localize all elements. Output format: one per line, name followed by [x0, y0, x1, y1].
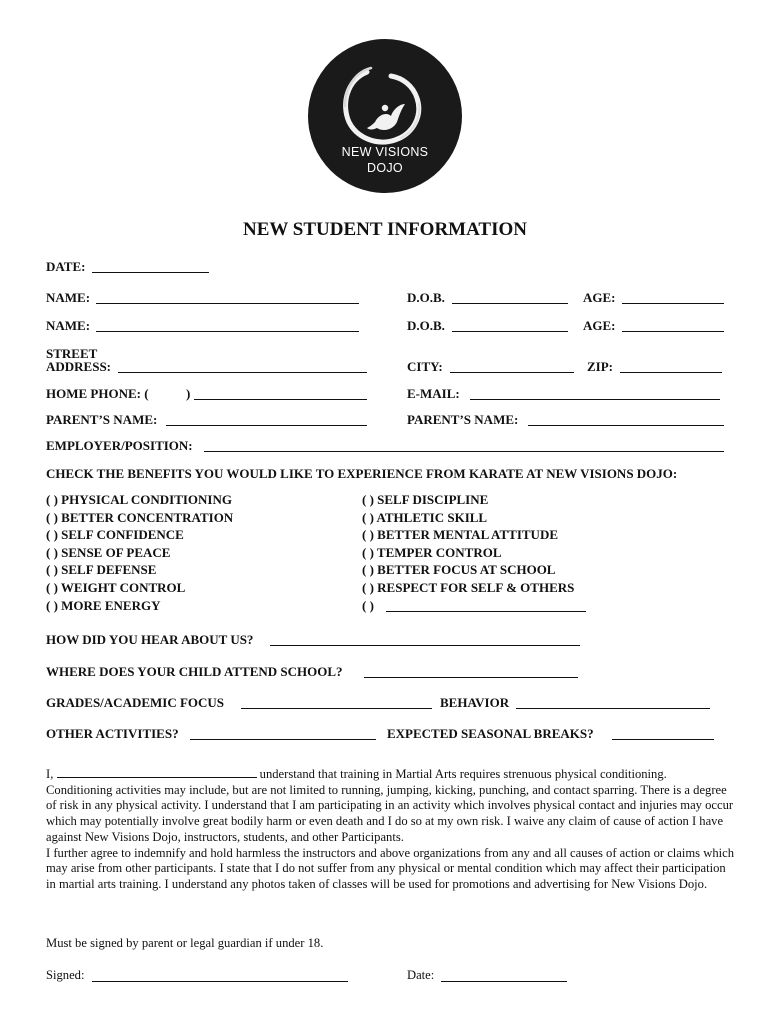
school-label: WHERE DOES YOUR CHILD ATTEND SCHOOL?: [46, 664, 343, 679]
benefit-option[interactable]: ( ) SELF DEFENSE: [46, 562, 157, 577]
breaks-label: EXPECTED SEASONAL BREAKS?: [387, 726, 594, 741]
email-label: E-MAIL:: [407, 386, 460, 401]
dob-label-2: D.O.B.: [407, 318, 445, 333]
email-field[interactable]: [470, 399, 720, 400]
address-field[interactable]: [118, 372, 367, 373]
benefit-option[interactable]: ( ) MORE ENERGY: [46, 598, 161, 613]
parent-name-field-2[interactable]: [528, 425, 724, 426]
date-field[interactable]: [92, 272, 209, 273]
benefit-option[interactable]: ( ) PHYSICAL CONDITIONING: [46, 492, 232, 507]
waiver-paragraph-2: I further agree to indemnify and hold harmless the instructors and above organizations from any and all causes of action or claims which may arise from other participants. I state that I do not suffer from any physical or mental condition which may affect their participation in martial arts training. I understand any photos taken of classes will be used for promotions and advertising for New Visions Dojo.: [46, 845, 735, 891]
waiver-name-field[interactable]: [57, 766, 257, 778]
breaks-field[interactable]: [612, 739, 714, 740]
benefit-option-other[interactable]: ( ): [362, 598, 374, 613]
zip-field[interactable]: [620, 372, 722, 373]
benefit-option[interactable]: ( ) SELF DISCIPLINE: [362, 492, 489, 507]
home-phone-paren: ): [186, 386, 191, 401]
name-field-1[interactable]: [96, 303, 359, 304]
logo-text-line2: DOJO: [367, 161, 403, 175]
hear-about-field[interactable]: [270, 645, 580, 646]
school-field[interactable]: [364, 677, 578, 678]
benefits-heading: CHECK THE BENEFITS YOU WOULD LIKE TO EXPERIENCE FROM KARATE AT NEW VISIONS DOJO:: [46, 466, 678, 481]
employer-field[interactable]: [204, 451, 724, 452]
grades-field[interactable]: [241, 708, 432, 709]
parent-name-field-1[interactable]: [166, 425, 367, 426]
age-field-2[interactable]: [622, 331, 724, 332]
name-label-1: NAME:: [46, 290, 91, 305]
benefit-option[interactable]: ( ) BETTER MENTAL ATTITUDE: [362, 527, 559, 542]
benefit-option[interactable]: ( ) SENSE OF PEACE: [46, 545, 171, 560]
guardian-note: Must be signed by parent or legal guardian if under 18.: [46, 936, 324, 950]
grades-label: GRADES/ACADEMIC FOCUS: [46, 695, 225, 710]
behavior-label: BEHAVIOR: [440, 695, 510, 710]
benefit-other-field[interactable]: [386, 611, 586, 612]
dob-label-1: D.O.B.: [407, 290, 445, 305]
city-field[interactable]: [450, 372, 574, 373]
address-label: ADDRESS:: [46, 359, 112, 374]
hear-about-label: HOW DID YOU HEAR ABOUT US?: [46, 632, 254, 647]
employer-label: EMPLOYER/POSITION:: [46, 438, 193, 453]
benefit-option[interactable]: ( ) WEIGHT CONTROL: [46, 580, 186, 595]
benefit-option[interactable]: ( ) BETTER FOCUS AT SCHOOL: [362, 562, 556, 577]
page-title: NEW STUDENT INFORMATION: [243, 219, 527, 240]
waiver-text-1: understand that training in Martial Arts requires strenuous physical conditioning. Conditioning activities may include, but are not limited to running, jumping, kicking, punching, and contact sparring. There is a degree of risk in any physical activity. I understand that I am participating in an activity which involves physical contact and injuries may occur which may potentially involve great bodily harm or even death and I do so at my own risk. I waive any claim of cause of action I have against New Visions Dojo, instructors, students, and other Participants.: [46, 767, 734, 844]
dob-field-1[interactable]: [452, 303, 568, 304]
behavior-field[interactable]: [516, 708, 710, 709]
signature-date-field[interactable]: [441, 981, 567, 982]
home-phone-field[interactable]: [194, 399, 367, 400]
dob-field-2[interactable]: [452, 331, 568, 332]
age-label-1: AGE:: [583, 290, 616, 305]
logo-text-line1: NEW VISIONS: [341, 145, 429, 159]
signature-date-label: Date:: [407, 968, 435, 982]
signed-label: Signed:: [46, 968, 85, 982]
zip-label: ZIP:: [587, 359, 613, 374]
benefit-option[interactable]: ( ) SELF CONFIDENCE: [46, 527, 184, 542]
benefit-option[interactable]: ( ) ATHLETIC SKILL: [362, 510, 488, 525]
parent-name-label-2: PARENT’S NAME:: [407, 412, 519, 427]
waiver-lead: I,: [46, 767, 54, 781]
signature-field[interactable]: [92, 981, 348, 982]
waiver-paragraph-1: [46, 766, 736, 893]
activities-label: OTHER ACTIVITIES?: [46, 726, 179, 741]
dojo-logo: [307, 38, 463, 194]
age-field-1[interactable]: [622, 303, 724, 304]
activities-field[interactable]: [190, 739, 376, 740]
home-phone-label: HOME PHONE: (: [46, 386, 149, 401]
name-label-2: NAME:: [46, 318, 91, 333]
name-field-2[interactable]: [96, 331, 359, 332]
parent-name-label-1: PARENT’S NAME:: [46, 412, 158, 427]
city-label: CITY:: [407, 359, 443, 374]
benefit-option[interactable]: ( ) TEMPER CONTROL: [362, 545, 502, 560]
benefit-option[interactable]: ( ) BETTER CONCENTRATION: [46, 510, 234, 525]
benefit-option[interactable]: ( ) RESPECT FOR SELF & OTHERS: [362, 580, 575, 595]
date-label: DATE:: [46, 259, 86, 274]
street-label: STREET: [46, 346, 98, 361]
age-label-2: AGE:: [583, 318, 616, 333]
